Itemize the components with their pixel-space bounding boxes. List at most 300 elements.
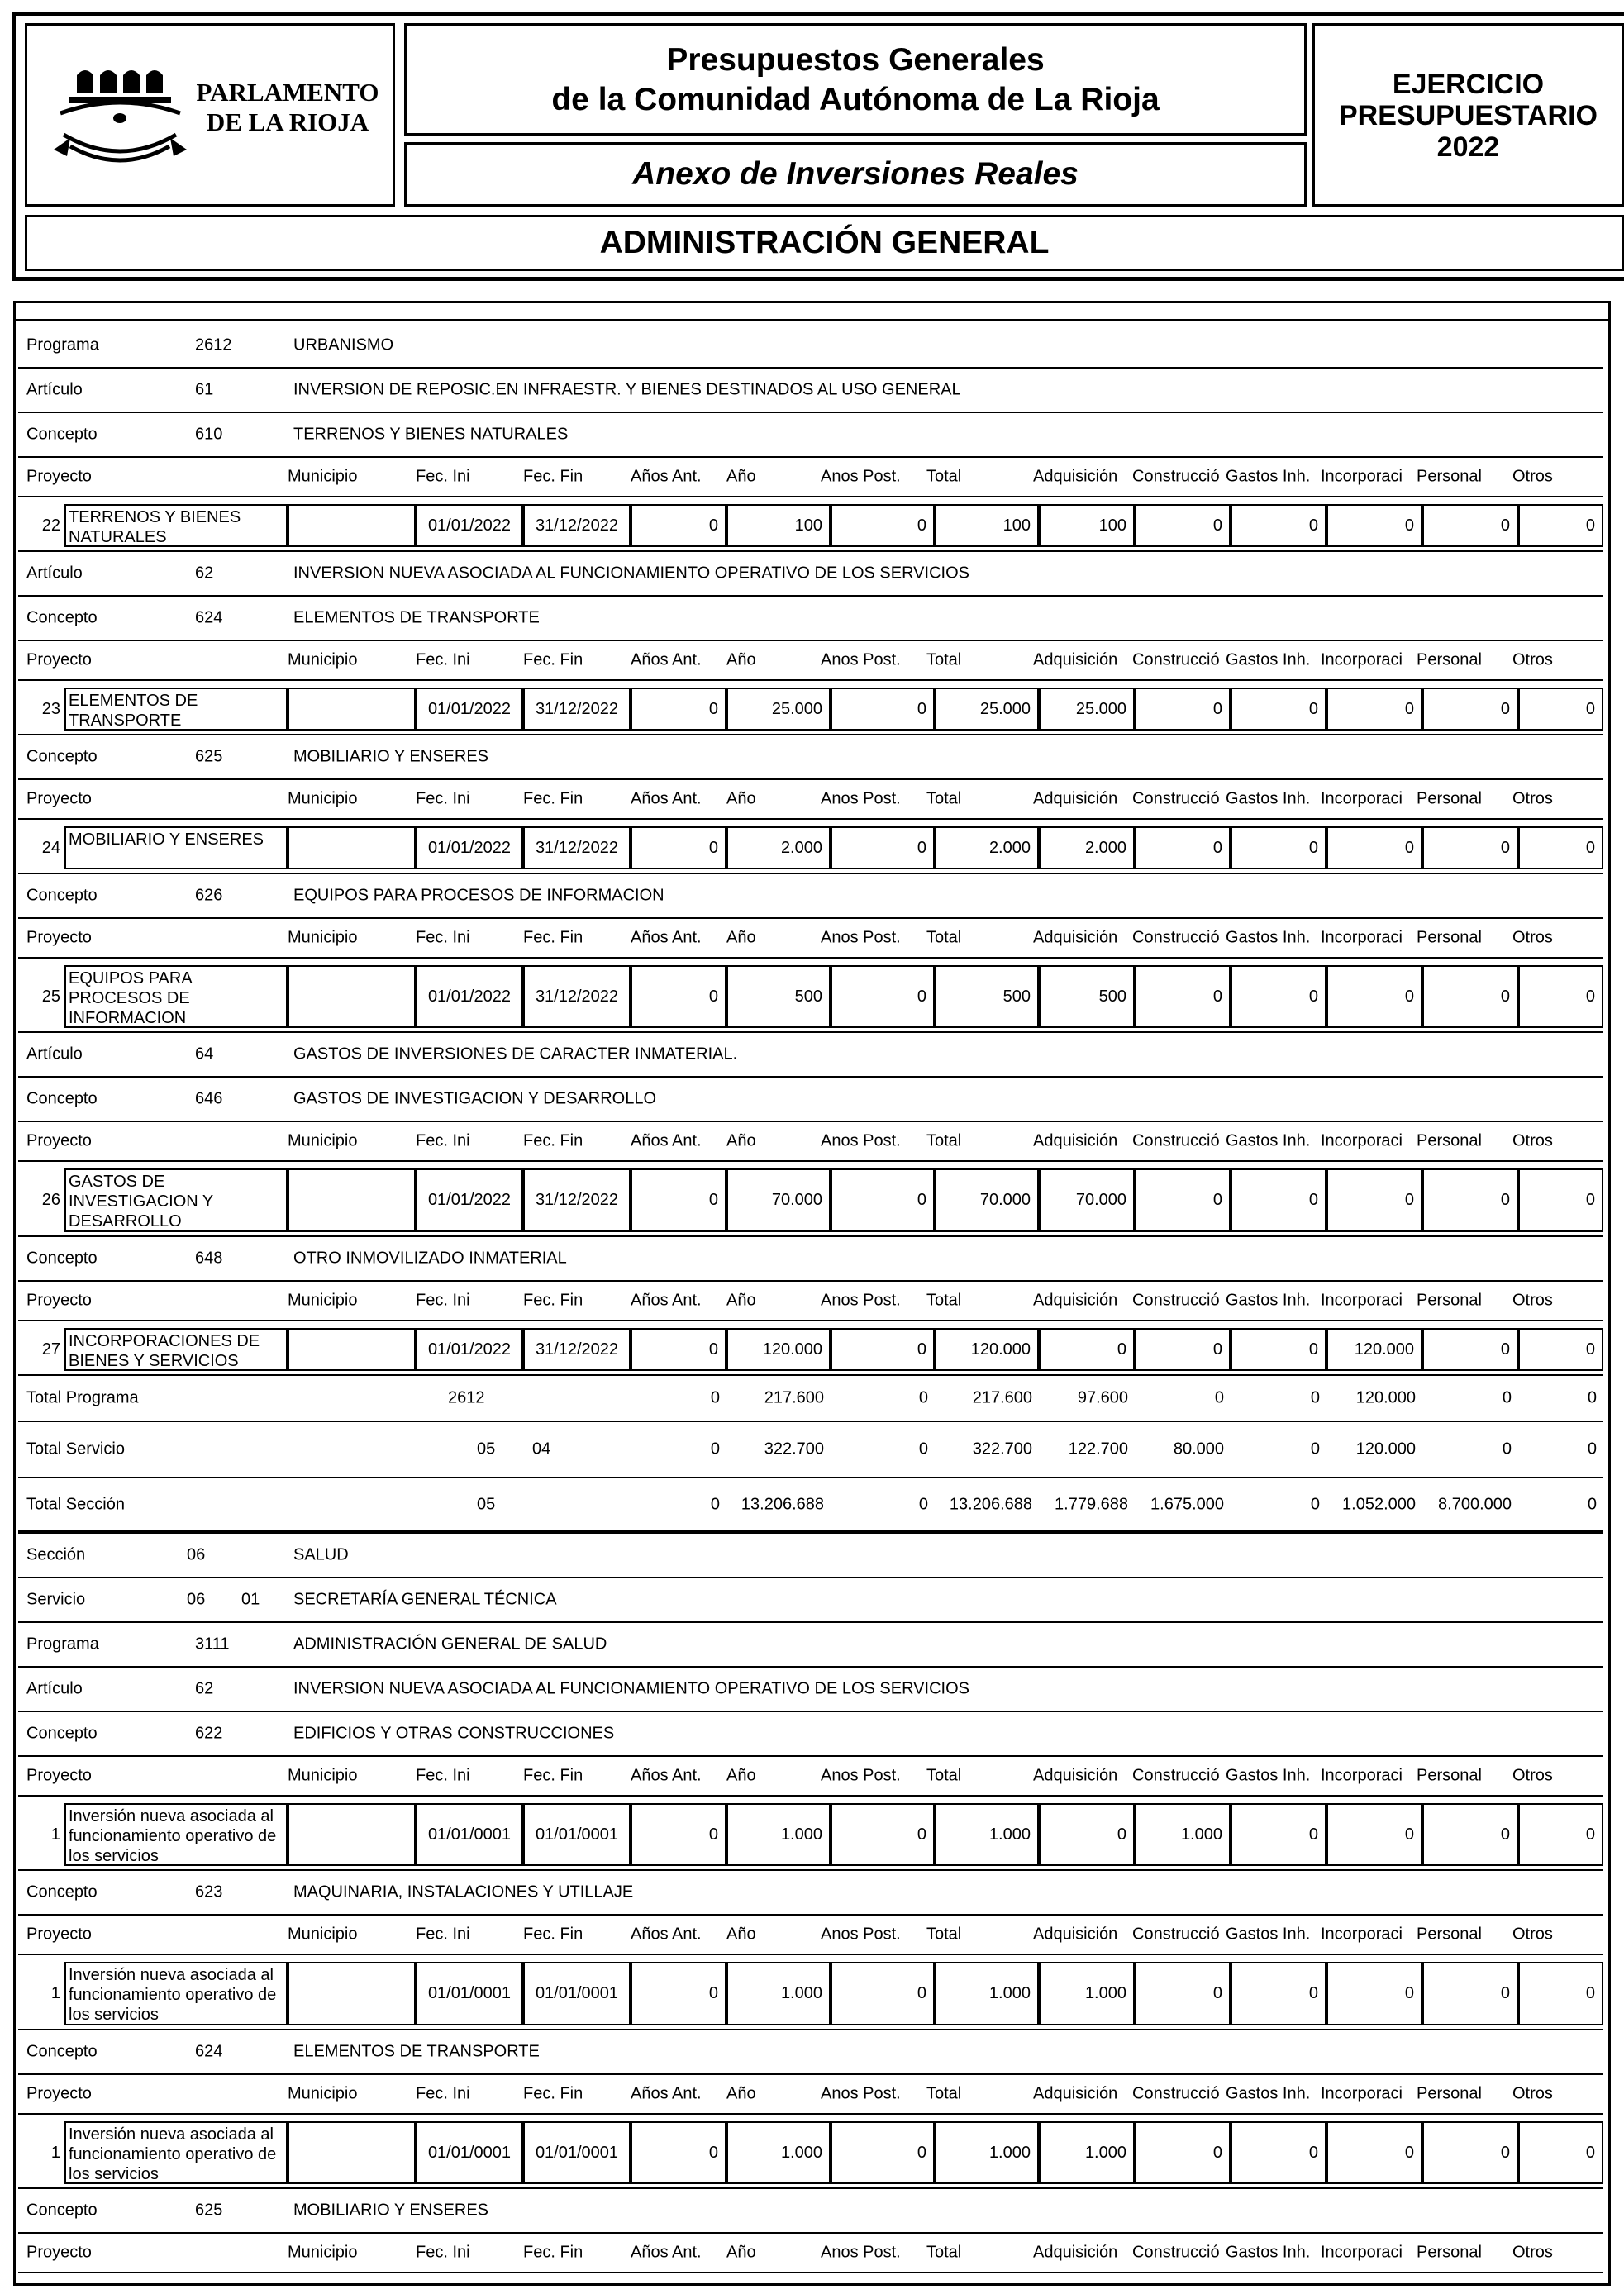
value-cell: 0 (1326, 2121, 1422, 2184)
value-cell: 0 (1518, 1803, 1603, 1866)
row-label: Concepto (26, 1089, 98, 1108)
column-header: Adquisición (1033, 1131, 1118, 1150)
project-number: 1 (50, 2143, 60, 2162)
column-header: Otros (1512, 2084, 1553, 2103)
value-cell: 0 (1135, 688, 1231, 731)
column-header: Incorporaci (1321, 1131, 1403, 1150)
value-cell: 1.000 (935, 1962, 1039, 2025)
row-code: 61 (195, 380, 214, 399)
document-title-line2: de la Comunidad Autónoma de La Rioja (551, 82, 1160, 117)
row-label: Concepto (26, 425, 98, 444)
column-header: Años Ant. (631, 1291, 702, 1310)
total-value: 1.675.000 (1150, 1495, 1224, 1513)
column-header: Adquisición (1033, 1766, 1118, 1785)
column-header: Fec. Fin (523, 1291, 583, 1310)
column-header: Personal (1417, 1291, 1482, 1310)
ejercicio-year: 2022 (1436, 131, 1500, 163)
total-value: 122.700 (1068, 1440, 1128, 1459)
column-header: Fec. Ini (416, 1766, 470, 1785)
total-value: 0 (918, 1440, 928, 1459)
column-header: Otros (1512, 1766, 1553, 1785)
row-code-2: 01 (241, 1590, 260, 1609)
column-header: Años Ant. (631, 1131, 702, 1150)
column-header-row (18, 2075, 1603, 2115)
value-cell: 0 (1518, 1168, 1603, 1232)
row-label: Concepto (26, 1249, 98, 1268)
value-cell: 0 (1422, 1803, 1518, 1866)
project-number: 26 (41, 1191, 60, 1209)
value-cell: 2.000 (1039, 826, 1135, 869)
value-cell: 0 (1518, 965, 1603, 1028)
column-header: Otros (1512, 2243, 1553, 2262)
value-cell: 0 (1039, 1328, 1135, 1371)
row-description: EDIFICIOS Y OTRAS CONSTRUCCIONES (293, 1724, 615, 1743)
section-row (18, 1237, 1603, 1282)
total-value: 1.052.000 (1342, 1495, 1416, 1513)
value-cell: 1.000 (935, 2121, 1039, 2184)
value-cell: 0 (1135, 2121, 1231, 2184)
title-box (404, 23, 1307, 136)
value-cell: 0 (1422, 1168, 1518, 1232)
value-cell: 0 (1518, 688, 1603, 731)
row-description: GASTOS DE INVERSIONES DE CARACTER INMATERIAL. (293, 1045, 738, 1064)
municipio-cell (288, 965, 416, 1028)
column-header: Anos Post. (821, 650, 901, 669)
value-cell: 0 (1135, 826, 1231, 869)
row-label: Programa (26, 1635, 99, 1654)
value-cell: 0 (1326, 504, 1422, 547)
column-header: Incorporaci (1321, 789, 1403, 808)
value-cell: 25.000 (726, 688, 831, 731)
column-header: Año (726, 1131, 756, 1150)
column-header: Fec. Fin (523, 789, 583, 808)
value-cell: 500 (935, 965, 1039, 1028)
column-header: Año (726, 1925, 756, 1944)
column-header: Fec. Fin (523, 2243, 583, 2262)
value-cell: 0 (1135, 1328, 1231, 1371)
total-value: 0 (1310, 1388, 1320, 1407)
value-cell: 0 (1422, 1328, 1518, 1371)
total-value: 0 (1310, 1495, 1320, 1513)
column-header: Adquisición (1033, 467, 1118, 486)
column-header: Personal (1417, 789, 1482, 808)
logo-box (25, 23, 395, 207)
section-row (18, 1033, 1603, 1078)
column-header-row (18, 1916, 1603, 1955)
row-description: ADMINISTRACIÓN GENERAL DE SALUD (293, 1635, 607, 1654)
section-row (18, 369, 1603, 413)
value-cell: 1.000 (726, 1962, 831, 2025)
column-header: Fec. Fin (523, 1766, 583, 1785)
fecha-fin-cell: 31/12/2022 (523, 965, 631, 1028)
value-cell: 0 (1231, 1168, 1326, 1232)
row-label: Servicio (26, 1590, 86, 1609)
column-header: Construcció (1132, 1291, 1220, 1310)
total-value: 217.600 (764, 1388, 824, 1407)
column-header: Municipio (288, 467, 358, 486)
column-header: Gastos Inh. (1226, 650, 1311, 669)
value-cell: 0 (1135, 1962, 1231, 2025)
fecha-fin-cell: 31/12/2022 (523, 1328, 631, 1371)
column-header: Fec. Ini (416, 1131, 470, 1150)
row-label: Concepto (26, 886, 98, 905)
column-header: Incorporaci (1321, 2084, 1403, 2103)
value-cell: 0 (631, 688, 726, 731)
value-cell: 100 (935, 504, 1039, 547)
column-header: Otros (1512, 1925, 1553, 1944)
column-header: Año (726, 928, 756, 947)
row-description: MAQUINARIA, INSTALACIONES Y UTILLAJE (293, 1882, 634, 1901)
project-number: 25 (41, 987, 60, 1006)
project-number: 27 (41, 1340, 60, 1359)
value-cell: 0 (831, 2121, 935, 2184)
column-header: Incorporaci (1321, 650, 1403, 669)
column-header: Adquisición (1033, 1291, 1118, 1310)
column-header: Municipio (288, 789, 358, 808)
column-header-row (18, 2234, 1603, 2273)
value-cell: 0 (1135, 1168, 1231, 1232)
row-code: 624 (195, 608, 223, 627)
column-header: Fec. Fin (523, 467, 583, 486)
section-row (18, 2189, 1603, 2234)
table-row (18, 497, 1603, 552)
row-code: 625 (195, 747, 223, 766)
total-value: 97.600 (1077, 1388, 1128, 1407)
column-header: Construcció (1132, 2243, 1220, 2262)
total-value: 120.000 (1355, 1388, 1416, 1407)
fecha-fin-cell: 01/01/0001 (523, 1962, 631, 2025)
row-label: Programa (26, 336, 99, 355)
column-header: Otros (1512, 467, 1553, 486)
value-cell: 0 (1231, 826, 1326, 869)
section-row (18, 2030, 1603, 2075)
column-header: Gastos Inh. (1226, 467, 1311, 486)
total-value: 0 (1502, 1388, 1512, 1407)
row-code: 626 (195, 886, 223, 905)
column-header: Adquisición (1033, 2084, 1118, 2103)
value-cell: 70.000 (935, 1168, 1039, 1232)
column-header: Gastos Inh. (1226, 1291, 1311, 1310)
table-row (18, 1321, 1603, 1376)
column-header: Anos Post. (821, 467, 901, 486)
project-name: Inversión nueva asociada al funcionamiento operativo de los servicios (64, 1962, 288, 2025)
column-header: Fec. Fin (523, 1925, 583, 1944)
value-cell: 0 (1518, 2121, 1603, 2184)
column-header: Fec. Ini (416, 650, 470, 669)
row-description: INVERSION NUEVA ASOCIADA AL FUNCIONAMIENTO OPERATIVO DE LOS SERVICIOS (293, 564, 969, 583)
fecha-fin-cell: 31/12/2022 (523, 1168, 631, 1232)
value-cell: 25.000 (935, 688, 1039, 731)
row-description: TERRENOS Y BIENES NATURALES (293, 425, 569, 444)
value-cell: 0 (631, 965, 726, 1028)
row-description: EQUIPOS PARA PROCESOS DE INFORMACION (293, 886, 664, 905)
column-header: Anos Post. (821, 1766, 901, 1785)
column-header: Otros (1512, 1291, 1553, 1310)
ejercicio-label: EJERCICIO (1392, 69, 1545, 100)
row-description: SALUD (293, 1545, 349, 1564)
project-number: 23 (41, 699, 60, 718)
column-header: Gastos Inh. (1226, 789, 1311, 808)
total-value: 322.700 (764, 1440, 824, 1459)
value-cell: 0 (831, 688, 935, 731)
row-description: MOBILIARIO Y ENSERES (293, 747, 489, 766)
section-row (18, 735, 1603, 780)
total-row (18, 1376, 1603, 1422)
section-row (18, 597, 1603, 641)
fecha-inicio-cell: 01/01/2022 (416, 504, 523, 547)
column-header: Personal (1417, 2243, 1482, 2262)
total-value: 0 (1587, 1440, 1597, 1459)
column-header: Construcció (1132, 650, 1220, 669)
value-cell: 120.000 (935, 1328, 1039, 1371)
column-header: Proyecto (26, 650, 92, 669)
total-value: 0 (1587, 1388, 1597, 1407)
column-header: Fec. Ini (416, 928, 470, 947)
value-cell: 0 (1231, 1962, 1326, 2025)
column-header: Gastos Inh. (1226, 1925, 1311, 1944)
column-header: Gastos Inh. (1226, 2084, 1311, 2103)
total-value: 0 (1587, 1495, 1597, 1513)
value-cell: 0 (631, 1328, 726, 1371)
column-header: Proyecto (26, 789, 92, 808)
value-cell: 0 (1518, 1962, 1603, 2025)
column-header: Proyecto (26, 1291, 92, 1310)
value-cell: 0 (1231, 504, 1326, 547)
total-value: 80.000 (1173, 1440, 1224, 1459)
column-header: Total (926, 789, 962, 808)
value-cell: 0 (1422, 504, 1518, 547)
fecha-inicio-cell: 01/01/2022 (416, 1328, 523, 1371)
document-title-line1: Presupuestos Generales (666, 42, 1045, 78)
total-label: Total Servicio (26, 1440, 125, 1459)
column-header: Otros (1512, 789, 1553, 808)
column-header: Total (926, 1925, 962, 1944)
value-cell: 70.000 (1039, 1168, 1135, 1232)
column-header: Años Ant. (631, 2243, 702, 2262)
row-label: Concepto (26, 1724, 98, 1743)
column-header: Fec. Fin (523, 650, 583, 669)
column-header: Municipio (288, 2243, 358, 2262)
logo-title-line1: PARLAMENTO (196, 78, 379, 107)
total-value: 13.206.688 (741, 1495, 824, 1513)
column-header: Fec. Fin (523, 2084, 583, 2103)
column-header: Adquisición (1033, 1925, 1118, 1944)
row-code: 623 (195, 1882, 223, 1901)
presupuestario-label: PRESUPUESTARIO (1339, 100, 1598, 131)
column-header: Fec. Fin (523, 928, 583, 947)
column-header: Proyecto (26, 928, 92, 947)
total-value: 0 (710, 1440, 720, 1459)
fecha-fin-cell: 31/12/2022 (523, 688, 631, 731)
total-code: 05 (477, 1495, 496, 1513)
column-header: Anos Post. (821, 928, 901, 947)
value-cell: 0 (1518, 1328, 1603, 1371)
value-cell: 0 (1039, 1803, 1135, 1866)
column-header: Anos Post. (821, 1291, 901, 1310)
row-description: INVERSION NUEVA ASOCIADA AL FUNCIONAMIENTO OPERATIVO DE LOS SERVICIOS (293, 1679, 969, 1698)
value-cell: 2.000 (726, 826, 831, 869)
column-header: Incorporaci (1321, 1291, 1403, 1310)
value-cell: 0 (631, 826, 726, 869)
section-row (18, 1078, 1603, 1122)
column-header: Años Ant. (631, 1766, 702, 1785)
row-label: Concepto (26, 2201, 98, 2220)
value-cell: 0 (1422, 2121, 1518, 2184)
column-header: Construcció (1132, 2084, 1220, 2103)
value-cell: 0 (1326, 1962, 1422, 2025)
total-code: 05 (477, 1440, 496, 1459)
column-header: Año (726, 650, 756, 669)
value-cell: 2.000 (935, 826, 1039, 869)
document-subtitle: Anexo de Inversiones Reales (632, 156, 1079, 192)
column-header: Fec. Ini (416, 2243, 470, 2262)
municipio-cell (288, 2121, 416, 2184)
total-value: 1.779.688 (1055, 1495, 1128, 1513)
fecha-inicio-cell: 01/01/2022 (416, 826, 523, 869)
column-header: Adquisición (1033, 650, 1118, 669)
value-cell: 0 (831, 1803, 935, 1866)
total-code: 2612 (448, 1388, 485, 1407)
row-code: 06 (187, 1590, 206, 1609)
column-header: Año (726, 1291, 756, 1310)
row-label: Artículo (26, 564, 83, 583)
column-header: Municipio (288, 1766, 358, 1785)
column-header: Personal (1417, 1925, 1482, 1944)
value-cell: 0 (1518, 826, 1603, 869)
column-header: Construcció (1132, 1766, 1220, 1785)
row-description: ELEMENTOS DE TRANSPORTE (293, 2042, 540, 2061)
value-cell: 0 (1231, 965, 1326, 1028)
column-header: Personal (1417, 2084, 1482, 2103)
column-header: Proyecto (26, 1131, 92, 1150)
total-value: 0 (1310, 1440, 1320, 1459)
total-value: 0 (1502, 1440, 1512, 1459)
section-row (18, 1623, 1603, 1668)
project-name: MOBILIARIO Y ENSERES (64, 826, 288, 869)
table-row (18, 1955, 1603, 2030)
column-header: Proyecto (26, 1766, 92, 1785)
column-header: Total (926, 467, 962, 486)
project-name: INCORPORACIONES DE BIENES Y SERVICIOS (64, 1328, 288, 1371)
column-header: Anos Post. (821, 1925, 901, 1944)
column-header: Anos Post. (821, 2243, 901, 2262)
table-row (18, 820, 1603, 874)
column-header: Años Ant. (631, 650, 702, 669)
project-name: EQUIPOS PARA PROCESOS DE INFORMACION (64, 965, 288, 1028)
row-label: Sección (26, 1545, 86, 1564)
row-description: OTRO INMOVILIZADO INMATERIAL (293, 1249, 567, 1268)
column-header: Años Ant. (631, 789, 702, 808)
section-row (18, 1578, 1603, 1623)
total-label: Total Programa (26, 1388, 139, 1407)
column-header: Proyecto (26, 2243, 92, 2262)
row-label: Concepto (26, 747, 98, 766)
column-header: Fec. Fin (523, 1131, 583, 1150)
column-header: Años Ant. (631, 2084, 702, 2103)
value-cell: 0 (1135, 504, 1231, 547)
project-number: 1 (50, 1825, 60, 1844)
column-header: Fec. Ini (416, 1291, 470, 1310)
project-name: TERRENOS Y BIENES NATURALES (64, 504, 288, 547)
row-code: 06 (187, 1545, 206, 1564)
municipio-cell (288, 826, 416, 869)
ejercicio-box (1312, 23, 1624, 207)
value-cell: 1.000 (1135, 1803, 1231, 1866)
column-header: Otros (1512, 1131, 1553, 1150)
column-header: Años Ant. (631, 467, 702, 486)
column-header: Total (926, 2084, 962, 2103)
column-header: Construcció (1132, 467, 1220, 486)
project-number: 24 (41, 838, 60, 857)
section-row (18, 552, 1603, 597)
column-header: Municipio (288, 928, 358, 947)
table-row (18, 681, 1603, 735)
value-cell: 100 (726, 504, 831, 547)
column-header: Fec. Ini (416, 2084, 470, 2103)
row-code: 648 (195, 1249, 223, 1268)
value-cell: 1.000 (726, 2121, 831, 2184)
row-code: 2612 (195, 336, 232, 355)
row-label: Artículo (26, 1679, 83, 1698)
column-header-row (18, 1757, 1603, 1797)
total-value: 0 (918, 1495, 928, 1513)
column-header: Fec. Ini (416, 789, 470, 808)
column-header: Otros (1512, 928, 1553, 947)
value-cell: 500 (1039, 965, 1135, 1028)
column-header: Incorporaci (1321, 1766, 1403, 1785)
column-header: Gastos Inh. (1226, 1766, 1311, 1785)
total-value: 217.600 (972, 1388, 1032, 1407)
parliament-logo-icon (52, 59, 188, 174)
value-cell: 0 (1231, 1328, 1326, 1371)
column-header: Incorporaci (1321, 1925, 1403, 1944)
row-code: 62 (195, 1679, 214, 1698)
column-header: Anos Post. (821, 789, 901, 808)
column-header: Años Ant. (631, 1925, 702, 1944)
project-name: Inversión nueva asociada al funcionamiento operativo de los servicios (64, 2121, 288, 2184)
value-cell: 0 (1326, 1803, 1422, 1866)
fecha-inicio-cell: 01/01/0001 (416, 1962, 523, 2025)
value-cell: 120.000 (726, 1328, 831, 1371)
total-value: 13.206.688 (949, 1495, 1032, 1513)
column-header: Incorporaci (1321, 467, 1403, 486)
total-code-2: 04 (532, 1440, 551, 1459)
section-row (18, 874, 1603, 919)
row-description: GASTOS DE INVESTIGACION Y DESARROLLO (293, 1089, 657, 1108)
column-header: Total (926, 2243, 962, 2262)
banner-box (25, 215, 1624, 271)
column-header: Fec. Ini (416, 467, 470, 486)
table-row (18, 1797, 1603, 1871)
column-header: Otros (1512, 650, 1553, 669)
fecha-inicio-cell: 01/01/2022 (416, 688, 523, 731)
column-header: Municipio (288, 1925, 358, 1944)
column-header: Incorporaci (1321, 2243, 1403, 2262)
row-description: ELEMENTOS DE TRANSPORTE (293, 608, 540, 627)
row-label: Concepto (26, 1882, 98, 1901)
project-name: Inversión nueva asociada al funcionamiento operativo de los servicios (64, 1803, 288, 1866)
row-label: Artículo (26, 1045, 83, 1064)
total-label: Total Sección (26, 1495, 125, 1513)
column-header: Gastos Inh. (1226, 2243, 1311, 2262)
value-cell: 0 (1422, 1962, 1518, 2025)
column-header: Año (726, 1766, 756, 1785)
column-header: Adquisición (1033, 2243, 1118, 2262)
column-header: Municipio (288, 1291, 358, 1310)
row-code: 64 (195, 1045, 214, 1064)
total-row (18, 1422, 1603, 1478)
row-code: 624 (195, 2042, 223, 2061)
